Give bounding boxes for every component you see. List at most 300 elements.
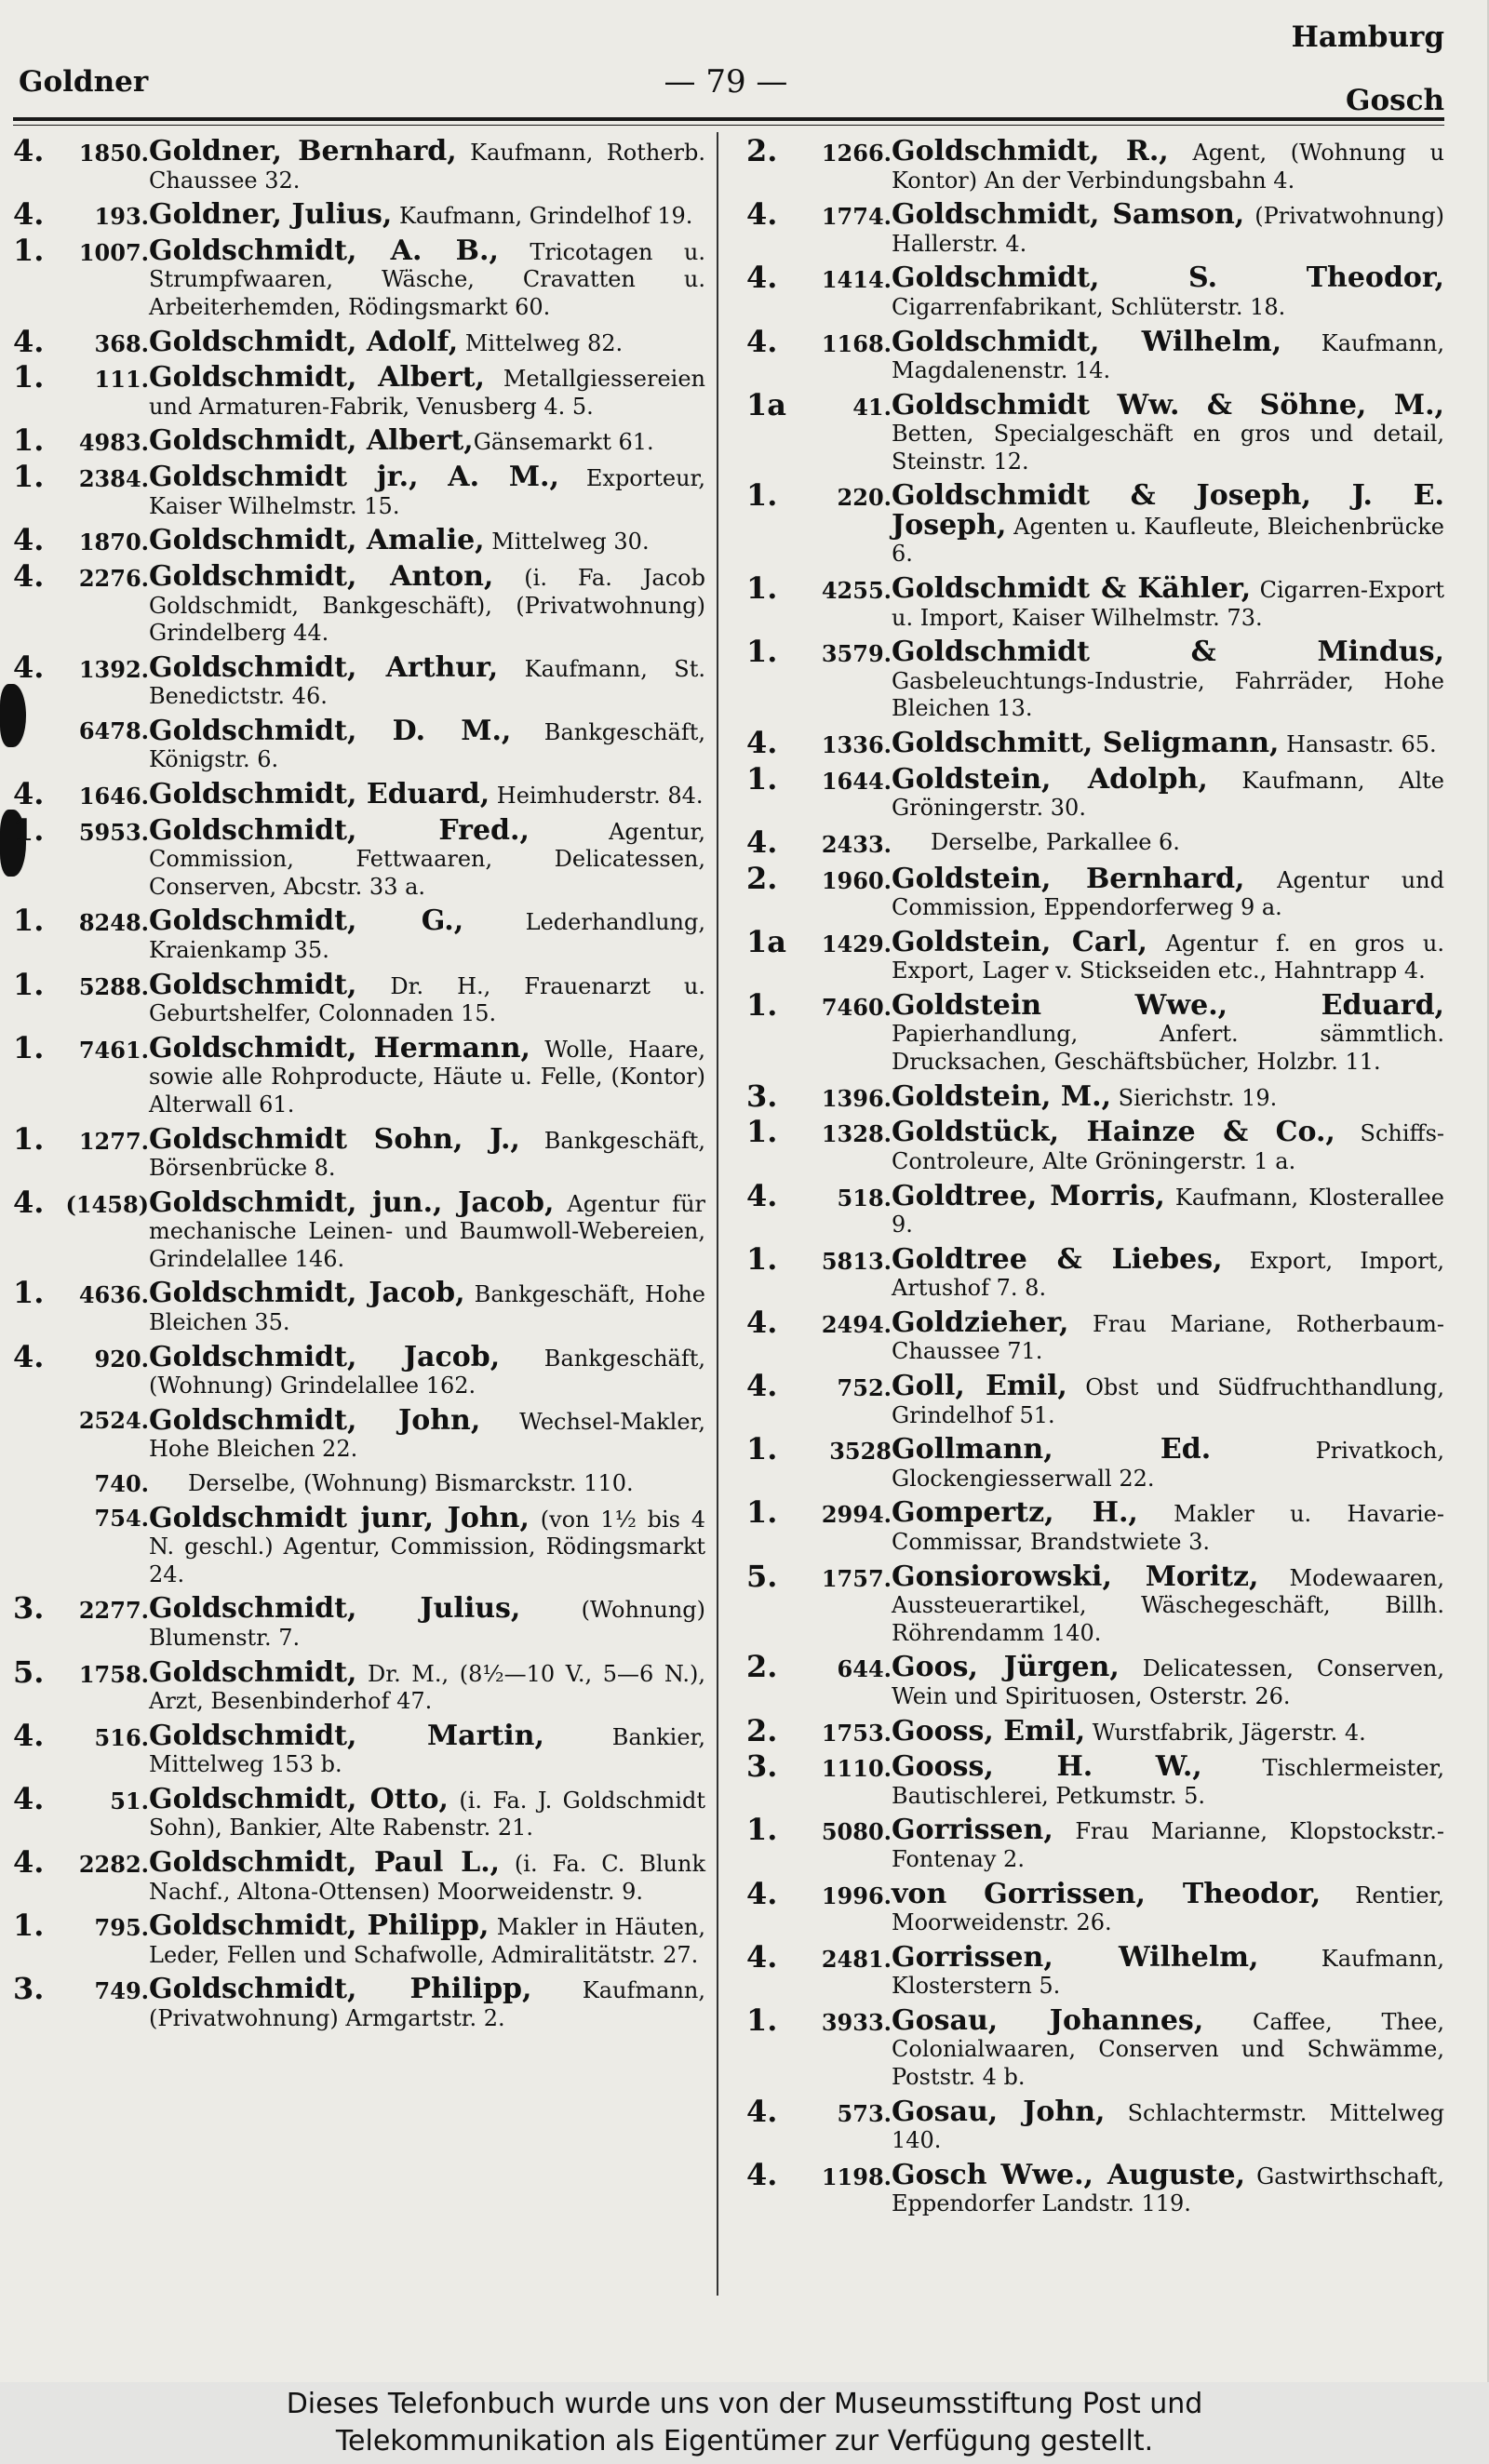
entry-number bbox=[13, 323, 149, 359]
directory-entry bbox=[746, 1558, 1444, 1648]
entry-number bbox=[13, 1505, 149, 1589]
entry-text bbox=[149, 1846, 705, 1906]
entry-number bbox=[13, 1717, 149, 1779]
entry-text bbox=[149, 1909, 705, 1969]
subscriber-details: Kaufmann, Magdalenenstr. 14. bbox=[892, 329, 1444, 384]
phone-number: 2494. bbox=[821, 1310, 892, 1338]
exchange-district: 4. bbox=[13, 1844, 45, 1881]
exchange-district: 4. bbox=[746, 2093, 778, 2129]
entry-number bbox=[746, 386, 892, 476]
exchange-district: 1. bbox=[13, 1275, 45, 1311]
phone-number: 3933. bbox=[821, 2008, 892, 2036]
subscriber-details: Schiffs-Controleure, Alte Gröningerstr. 1 a. bbox=[892, 1120, 1445, 1174]
entry-text bbox=[892, 1714, 1444, 1748]
phone-number: 5813. bbox=[821, 1247, 892, 1275]
exchange-district: 4. bbox=[13, 323, 45, 359]
subscriber-details: (i. Fa. Jacob Goldschmidt, Bankgeschäft), (Privatwohnung) Grindelberg 44. bbox=[149, 565, 705, 646]
entry-text bbox=[149, 1470, 705, 1498]
entry-number bbox=[13, 1029, 149, 1119]
entry-number bbox=[13, 776, 149, 812]
entry-number bbox=[746, 634, 892, 723]
entry-text bbox=[149, 650, 705, 711]
subscriber-name: Goldstein, Carl, bbox=[892, 925, 1147, 958]
subscriber-details: Heimhuderstr. 84. bbox=[490, 783, 704, 810]
directory-entry bbox=[13, 133, 706, 194]
exchange-district: 1. bbox=[13, 232, 45, 268]
phone-number: 1870. bbox=[78, 529, 149, 556]
subscriber-name: Goldschmidt Sohn, J., bbox=[149, 1122, 520, 1156]
phone-number: 2384. bbox=[78, 465, 149, 493]
exchange-district: 1a bbox=[746, 386, 786, 422]
subscriber-name: Goldschmidt, bbox=[149, 968, 357, 1001]
entry-text bbox=[149, 325, 705, 358]
subscriber-name: Goldschmidt, Eduard, bbox=[149, 778, 490, 811]
entry-text bbox=[149, 968, 705, 1028]
left-column bbox=[13, 133, 706, 2040]
exchange-district: 1. bbox=[13, 1908, 45, 1944]
subscriber-details: (Wohnung) Blumenstr. 7. bbox=[149, 1597, 705, 1651]
exchange-district: 4. bbox=[13, 1338, 45, 1374]
subscriber-details: Kaufmann, Klosterstern 5. bbox=[892, 1945, 1444, 2000]
subscriber-details: Sierichstr. 19. bbox=[1111, 1084, 1278, 1111]
subscriber-name: Goldschmidt jr., A. M., bbox=[149, 461, 559, 494]
entry-text bbox=[892, 1433, 1444, 1493]
subscriber-name: Gonsiorowski, Moritz, bbox=[892, 1560, 1259, 1593]
subscriber-name: Goldschmidt & Kähler, bbox=[892, 572, 1252, 606]
entry-number bbox=[13, 1338, 149, 1400]
directory-entry bbox=[13, 196, 705, 233]
exchange-district: 4. bbox=[746, 196, 778, 233]
phone-number: 4983. bbox=[78, 429, 149, 457]
entry-text bbox=[149, 904, 705, 964]
exchange-district: 4. bbox=[13, 196, 45, 233]
subscriber-name: Goldschmidt junr, John, bbox=[149, 1501, 530, 1534]
phone-number: 1646. bbox=[78, 783, 149, 810]
entry-text bbox=[149, 1782, 705, 1842]
phone-number: 4636. bbox=[78, 1281, 149, 1309]
subscriber-name: Goldschmidt, Anton, bbox=[149, 560, 494, 593]
subscriber-details: Wurstfabrik, Jägerstr. 4. bbox=[1085, 1719, 1366, 1746]
exchange-district: 2. bbox=[746, 133, 778, 168]
exchange-district: 4. bbox=[13, 1780, 45, 1816]
subscriber-details: Obst und Südfruchthandlung, Grindelhof 51. bbox=[892, 1374, 1444, 1428]
subscriber-name: Gorrissen, Wilhelm, bbox=[892, 1940, 1259, 1974]
subscriber-name: Goldschmidt, Arthur, bbox=[149, 650, 499, 684]
directory-entry bbox=[746, 477, 1444, 569]
entry-text bbox=[149, 1592, 705, 1652]
phone-number: 2481. bbox=[821, 1945, 892, 1973]
exchange-district: 4. bbox=[746, 323, 778, 359]
phone-number: 5953. bbox=[78, 818, 149, 846]
phone-number: 740. bbox=[94, 1469, 149, 1497]
entry-number bbox=[746, 1177, 892, 1239]
entry-number bbox=[746, 1304, 892, 1366]
exchange-district: 1. bbox=[746, 570, 778, 607]
entry-text bbox=[149, 1122, 705, 1183]
entry-number bbox=[746, 1078, 892, 1114]
subscriber-details: Dr. M., (8½—10 V., 5—6 N.), Arzt, Besenbinderhof 47. bbox=[149, 1660, 705, 1714]
phone-number: 193. bbox=[94, 203, 149, 231]
phone-number: 644. bbox=[837, 1655, 892, 1683]
subscriber-name: Goldschmidt, Julius, bbox=[149, 1592, 521, 1626]
entry-number bbox=[746, 824, 892, 860]
entry-number bbox=[746, 1368, 892, 1429]
entry-text bbox=[149, 1975, 705, 2032]
phone-number: 795. bbox=[94, 1914, 149, 1942]
exchange-district: 1a bbox=[746, 923, 786, 959]
directory-entry bbox=[746, 986, 1444, 1077]
entry-text bbox=[892, 1242, 1444, 1303]
entry-number bbox=[746, 196, 892, 258]
exchange-district: 2. bbox=[746, 1649, 778, 1685]
exchange-district: 1. bbox=[746, 1812, 778, 1848]
directory-entry bbox=[13, 522, 705, 558]
subscriber-details: (i. Fa. J. Goldschmidt Sohn), Bankier, Alte Rabenstr. 21. bbox=[149, 1787, 705, 1841]
entry-text bbox=[892, 1079, 1444, 1113]
subscriber-details: Rentier, Moorweidenstr. 26. bbox=[892, 1881, 1444, 1936]
subscriber-details: Schlachtermstr. Mittelweg 140. bbox=[892, 2099, 1444, 2154]
directory-entry bbox=[746, 860, 1444, 922]
subscriber-details: (Privatwohnung) Hallerstr. 4. bbox=[892, 203, 1444, 257]
entry-text bbox=[149, 813, 705, 902]
entry-text bbox=[892, 1560, 1444, 1648]
entry-text bbox=[149, 1185, 705, 1274]
directory-entry bbox=[746, 923, 1444, 985]
subscriber-details: Kaufmann, Alte Gröningerstr. 30. bbox=[892, 767, 1444, 822]
phone-number: 1336. bbox=[821, 731, 892, 758]
phone-number: 1960. bbox=[821, 866, 892, 894]
entry-text bbox=[892, 1179, 1444, 1239]
directory-entry bbox=[746, 1304, 1444, 1366]
directory-entry bbox=[13, 1654, 705, 1716]
entry-text bbox=[892, 2003, 1444, 2092]
directory-entry bbox=[13, 1338, 705, 1400]
directory-entry bbox=[13, 422, 705, 459]
subscriber-details: Gasbeleuchtungs-Industrie, Fahrräder, Hohe Bleichen 13. bbox=[892, 667, 1444, 722]
phone-number: 8248. bbox=[78, 909, 149, 937]
exchange-district: 1. bbox=[13, 811, 45, 848]
subscriber-name: Goldtree & Liebes, bbox=[892, 1242, 1223, 1276]
entry-text bbox=[149, 1340, 705, 1400]
phone-number: (1458) bbox=[65, 1190, 149, 1218]
directory-entry bbox=[746, 1114, 1445, 1175]
subscriber-name: Goldstein, Bernhard, bbox=[892, 862, 1245, 895]
subscriber-details: Kaufmann, (Privatwohnung) Armgartstr. 2. bbox=[149, 1977, 705, 2031]
subscriber-name: Goldschmidt, Otto, bbox=[149, 1782, 449, 1815]
subscriber-details: Derselbe, (Wohnung) Bismarckstr. 110. bbox=[188, 1469, 634, 1496]
exchange-district: 1. bbox=[746, 634, 778, 670]
subscriber-name: Goldschmidt Ww. & Söhne, M., bbox=[892, 388, 1444, 422]
subscriber-details: Agent, (Wohnung u Kontor) An der Verbindungsbahn 4. bbox=[892, 140, 1445, 194]
entry-number bbox=[746, 260, 892, 321]
exchange-district: 4. bbox=[746, 725, 778, 760]
entry-number bbox=[746, 1938, 892, 2001]
entry-number bbox=[13, 811, 149, 902]
entry-text bbox=[892, 829, 1444, 859]
subscriber-details: Frau Mariane, Rotherbaum-Chaussee 71. bbox=[892, 1310, 1444, 1365]
directory-entry bbox=[746, 133, 1445, 194]
directory-entry bbox=[746, 2002, 1444, 2092]
exchange-district: 3. bbox=[746, 1078, 778, 1114]
entry-number bbox=[13, 1971, 149, 2032]
subscriber-name: Goldschmidt, jun., Jacob, bbox=[149, 1185, 555, 1219]
entry-text bbox=[149, 714, 705, 774]
directory-entry bbox=[746, 1431, 1444, 1493]
phone-number: 1429. bbox=[821, 930, 892, 957]
entry-number bbox=[746, 323, 892, 385]
phone-number: 1757. bbox=[821, 1564, 892, 1592]
entry-number bbox=[13, 422, 149, 459]
entry-text bbox=[149, 234, 705, 322]
phone-number: 3528 bbox=[829, 1438, 892, 1466]
subscriber-name: Goldschmidt, Amalie, bbox=[149, 524, 485, 557]
subscriber-name: Gosau, John, bbox=[892, 2095, 1106, 2128]
phone-number: 2524. bbox=[78, 1406, 149, 1434]
exchange-district: 5. bbox=[746, 1558, 778, 1594]
entry-number bbox=[746, 760, 892, 823]
phone-number: 752. bbox=[837, 1374, 892, 1402]
city-heading: Hamburg bbox=[1291, 20, 1444, 54]
exchange-district: 4. bbox=[13, 558, 45, 594]
subscriber-details: Wechsel-Makler, Hohe Bleichen 22. bbox=[149, 1408, 705, 1463]
directory-entry bbox=[13, 1971, 705, 2032]
subscriber-name: Goldschmidt, Jacob, bbox=[149, 1340, 501, 1373]
subscriber-details: Modewaaren, Aussteuerartikel, Wäschegeschäft, Billh. Röhrendamm 140. bbox=[892, 1564, 1444, 1646]
phone-number: 920. bbox=[94, 1345, 149, 1373]
subscriber-details: Mittelweg 30. bbox=[484, 529, 650, 556]
phone-number: 2994. bbox=[821, 1501, 892, 1529]
left-guide-word: Goldner bbox=[19, 65, 149, 99]
subscriber-name: Goldschmidt, Martin, bbox=[149, 1719, 544, 1752]
entry-number bbox=[746, 133, 892, 194]
entry-text bbox=[892, 1496, 1444, 1556]
subscriber-details: Wolle, Haare, sowie alle Rohproducte, Häute u. Felle, (Kontor) Alterwall 61. bbox=[149, 1036, 705, 1118]
directory-entry bbox=[13, 1501, 705, 1589]
phone-number: 5288. bbox=[78, 972, 149, 1000]
entry-text bbox=[892, 1940, 1444, 2001]
entry-text bbox=[892, 1651, 1444, 1710]
phone-number: 1996. bbox=[821, 1881, 892, 1909]
subscriber-name: Gosch Wwe., Auguste, bbox=[892, 2158, 1246, 2191]
subscriber-name: Goldschmitt, Seligmann, bbox=[892, 727, 1280, 759]
exchange-district: 4. bbox=[746, 260, 778, 296]
subscriber-details: Agentur und Commission, Eppendorferweg 9 a. bbox=[892, 866, 1444, 921]
entry-text bbox=[149, 560, 705, 648]
directory-entry bbox=[746, 1649, 1444, 1710]
exchange-district: 3. bbox=[13, 1590, 45, 1627]
exchange-district: 4. bbox=[746, 824, 778, 860]
entry-number bbox=[13, 1590, 149, 1652]
entry-number bbox=[746, 2156, 892, 2218]
phone-number: 2276. bbox=[78, 565, 149, 592]
directory-entry bbox=[746, 1748, 1444, 1810]
subscriber-name: Goldschmidt, Philipp, bbox=[149, 1973, 532, 2006]
subscriber-name: Goldschmidt, Albert, bbox=[149, 424, 474, 458]
phone-number: 1644. bbox=[821, 767, 892, 795]
directory-entry bbox=[746, 1812, 1444, 1873]
entry-text bbox=[149, 1403, 705, 1464]
directory-entry bbox=[746, 1368, 1444, 1429]
entry-text bbox=[892, 862, 1444, 922]
exchange-district: 1. bbox=[746, 760, 778, 797]
entry-text bbox=[149, 463, 705, 520]
subscriber-name: Goldschmidt, Philipp, bbox=[149, 1909, 490, 1943]
directory-entry bbox=[13, 966, 705, 1028]
subscriber-details: Privatkoch, Glockengiesserwall 22. bbox=[892, 1438, 1444, 1492]
entry-number bbox=[746, 1875, 892, 1937]
directory-entry bbox=[746, 1712, 1444, 1748]
subscriber-name: Goldschmidt, A. B., bbox=[149, 234, 499, 267]
subscriber-details: Bankgeschäft, Börsenbrücke 8. bbox=[149, 1127, 705, 1181]
subscriber-details: Agentur f. en gros u. Export, Lager v. Stickseiden etc., Hahntrapp 4. bbox=[892, 930, 1444, 984]
entry-number bbox=[13, 717, 149, 774]
exchange-district: 1. bbox=[13, 422, 45, 459]
entry-text bbox=[892, 988, 1444, 1077]
entry-number bbox=[746, 986, 892, 1077]
entry-number bbox=[13, 1470, 149, 1498]
entry-text bbox=[892, 135, 1445, 194]
directory-entry bbox=[13, 649, 705, 711]
subscriber-details: Dr. H., Frauenarzt u. Geburtshelfer, Colonnaden 15. bbox=[149, 972, 705, 1027]
directory-entry bbox=[13, 776, 705, 812]
subscriber-name: Gosau, Johannes, bbox=[892, 2003, 1204, 2037]
exchange-district: 4. bbox=[13, 522, 45, 558]
entry-text bbox=[892, 1370, 1444, 1429]
subscriber-details: Agenten u. Kaufleute, Bleichenbrücke 6. bbox=[892, 513, 1444, 568]
entry-text bbox=[892, 388, 1444, 476]
directory-entry bbox=[13, 1908, 705, 1969]
entry-text bbox=[149, 361, 705, 421]
phone-number: 1110. bbox=[821, 1755, 892, 1783]
subscriber-name: Goldstück, Hainze & Co., bbox=[892, 1116, 1335, 1149]
entry-text bbox=[892, 2095, 1444, 2155]
directory-entry bbox=[13, 1717, 705, 1779]
exchange-district: 3. bbox=[746, 1748, 778, 1785]
entry-number bbox=[746, 1431, 892, 1493]
subscriber-details: Kaufmann, Klosterallee 9. bbox=[892, 1184, 1444, 1238]
entry-text bbox=[149, 1655, 705, 1716]
entry-number bbox=[13, 1844, 149, 1906]
phone-number: 51. bbox=[110, 1787, 149, 1815]
subscriber-name: Goldzieher, bbox=[892, 1306, 1069, 1339]
subscriber-details: Mittelweg 82. bbox=[458, 329, 624, 356]
phone-number: 368. bbox=[94, 329, 149, 357]
subscriber-details: Lederhandlung, Kraienkamp 35. bbox=[149, 909, 705, 963]
phone-number: 1277. bbox=[78, 1127, 149, 1155]
entry-number bbox=[13, 1120, 149, 1183]
exchange-district: 1. bbox=[746, 986, 778, 1023]
entry-text bbox=[149, 424, 705, 458]
directory-entry bbox=[746, 323, 1444, 385]
phone-number: 3579. bbox=[821, 640, 892, 668]
exchange-district: 1. bbox=[13, 1120, 45, 1157]
phone-number: 573. bbox=[837, 2099, 892, 2127]
subscriber-name: Goldner, Bernhard, bbox=[149, 135, 457, 167]
phone-number: 41. bbox=[852, 393, 892, 421]
entry-number bbox=[746, 725, 892, 760]
phone-number: 754. bbox=[94, 1504, 149, 1532]
right-guide-word: Gosch bbox=[1345, 84, 1444, 117]
exchange-district: 4. bbox=[746, 1875, 778, 1911]
directory-entry bbox=[746, 1938, 1444, 2001]
directory-entry bbox=[13, 232, 705, 322]
subscriber-name: Gooss, H. W., bbox=[892, 1750, 1202, 1784]
directory-entry bbox=[13, 1029, 705, 1119]
subscriber-details: Kaufmann, St. Benedictstr. 46. bbox=[149, 655, 705, 710]
exchange-district: 3. bbox=[13, 1971, 45, 2007]
subscriber-details: Bankier, Mittelweg 153 b. bbox=[149, 1723, 705, 1778]
entry-number bbox=[746, 923, 892, 985]
entry-number bbox=[13, 459, 149, 520]
exchange-district: 1. bbox=[13, 966, 45, 1002]
subscriber-details: Bankgeschäft, Hohe Bleichen 35. bbox=[149, 1281, 705, 1335]
subscriber-details: Export, Import, Artushof 7. 8. bbox=[892, 1247, 1444, 1302]
entry-number bbox=[746, 1649, 892, 1710]
directory-entry bbox=[746, 386, 1444, 476]
phone-number: 1774. bbox=[821, 203, 892, 231]
entry-number bbox=[13, 359, 149, 421]
entry-number bbox=[13, 649, 149, 711]
subscriber-name: Goll, Emil, bbox=[892, 1370, 1067, 1403]
subscriber-name: Gooss, Emil, bbox=[892, 1714, 1086, 1748]
subscriber-details: Delicatessen, Conserven, Wein und Spirituosen, Osterstr. 26. bbox=[892, 1655, 1444, 1709]
exchange-district: 4. bbox=[746, 1304, 778, 1340]
subscriber-name: Goldschmidt, R., bbox=[892, 135, 1169, 167]
exchange-district: 1. bbox=[13, 359, 45, 395]
subscriber-name: Goldschmidt, G., bbox=[149, 904, 464, 938]
exchange-district: 4. bbox=[13, 133, 45, 168]
exchange-district: 1. bbox=[746, 1114, 778, 1150]
subscriber-details: Kaufmann, Rotherb. Chaussee 32. bbox=[149, 140, 706, 194]
entry-number bbox=[13, 133, 149, 194]
entry-text bbox=[149, 1279, 705, 1336]
exchange-district: 4. bbox=[746, 1177, 778, 1213]
phone-number: 1007. bbox=[78, 238, 149, 266]
subscriber-name: Goldstein, Adolph, bbox=[892, 762, 1208, 796]
subscriber-details: Tricotagen u. Strumpfwaaren, Wäsche, Cravatten u. Arbeiterhemden, Rödingsmarkt 60. bbox=[149, 238, 705, 320]
entry-number bbox=[746, 1240, 892, 1303]
subscriber-name: Goldschmidt, Albert, bbox=[149, 361, 485, 395]
footer-line-1: Dieses Telefonbuch wurde uns von der Museumsstiftung Post und bbox=[286, 2388, 1203, 2420]
exchange-district: 1. bbox=[13, 903, 45, 939]
subscriber-name: Goldtree, Morris, bbox=[892, 1179, 1165, 1212]
entry-number bbox=[746, 1812, 892, 1873]
phone-number: 7461. bbox=[78, 1036, 149, 1064]
entry-number bbox=[746, 1114, 892, 1175]
directory-entry bbox=[13, 903, 705, 964]
entry-number bbox=[13, 1407, 149, 1464]
subscriber-details: (von 1½ bis 4 N. geschl.) Agentur, Commission, Rödingsmarkt 24. bbox=[149, 1506, 705, 1587]
phone-number: 1328. bbox=[821, 1120, 892, 1148]
entry-text bbox=[892, 1816, 1444, 1873]
exchange-district: 2. bbox=[746, 1712, 778, 1748]
exchange-district: 4. bbox=[13, 649, 45, 685]
entry-number bbox=[13, 558, 149, 648]
exchange-district: 1. bbox=[746, 1494, 778, 1531]
directory-entry bbox=[13, 1780, 705, 1842]
entry-text bbox=[149, 1031, 705, 1119]
subscriber-details: Hansastr. 65. bbox=[1279, 731, 1437, 757]
entry-number bbox=[746, 477, 892, 569]
phone-number: 1392. bbox=[78, 655, 149, 683]
directory-entry bbox=[13, 359, 705, 421]
directory-entry bbox=[13, 714, 705, 774]
subscriber-name: Goldschmidt & Joseph, J. E. Joseph, bbox=[892, 479, 1444, 542]
directory-entry bbox=[746, 1875, 1444, 1937]
entry-text bbox=[892, 1750, 1444, 1810]
phone-number: 111. bbox=[94, 366, 149, 394]
right-column bbox=[746, 133, 1445, 2225]
